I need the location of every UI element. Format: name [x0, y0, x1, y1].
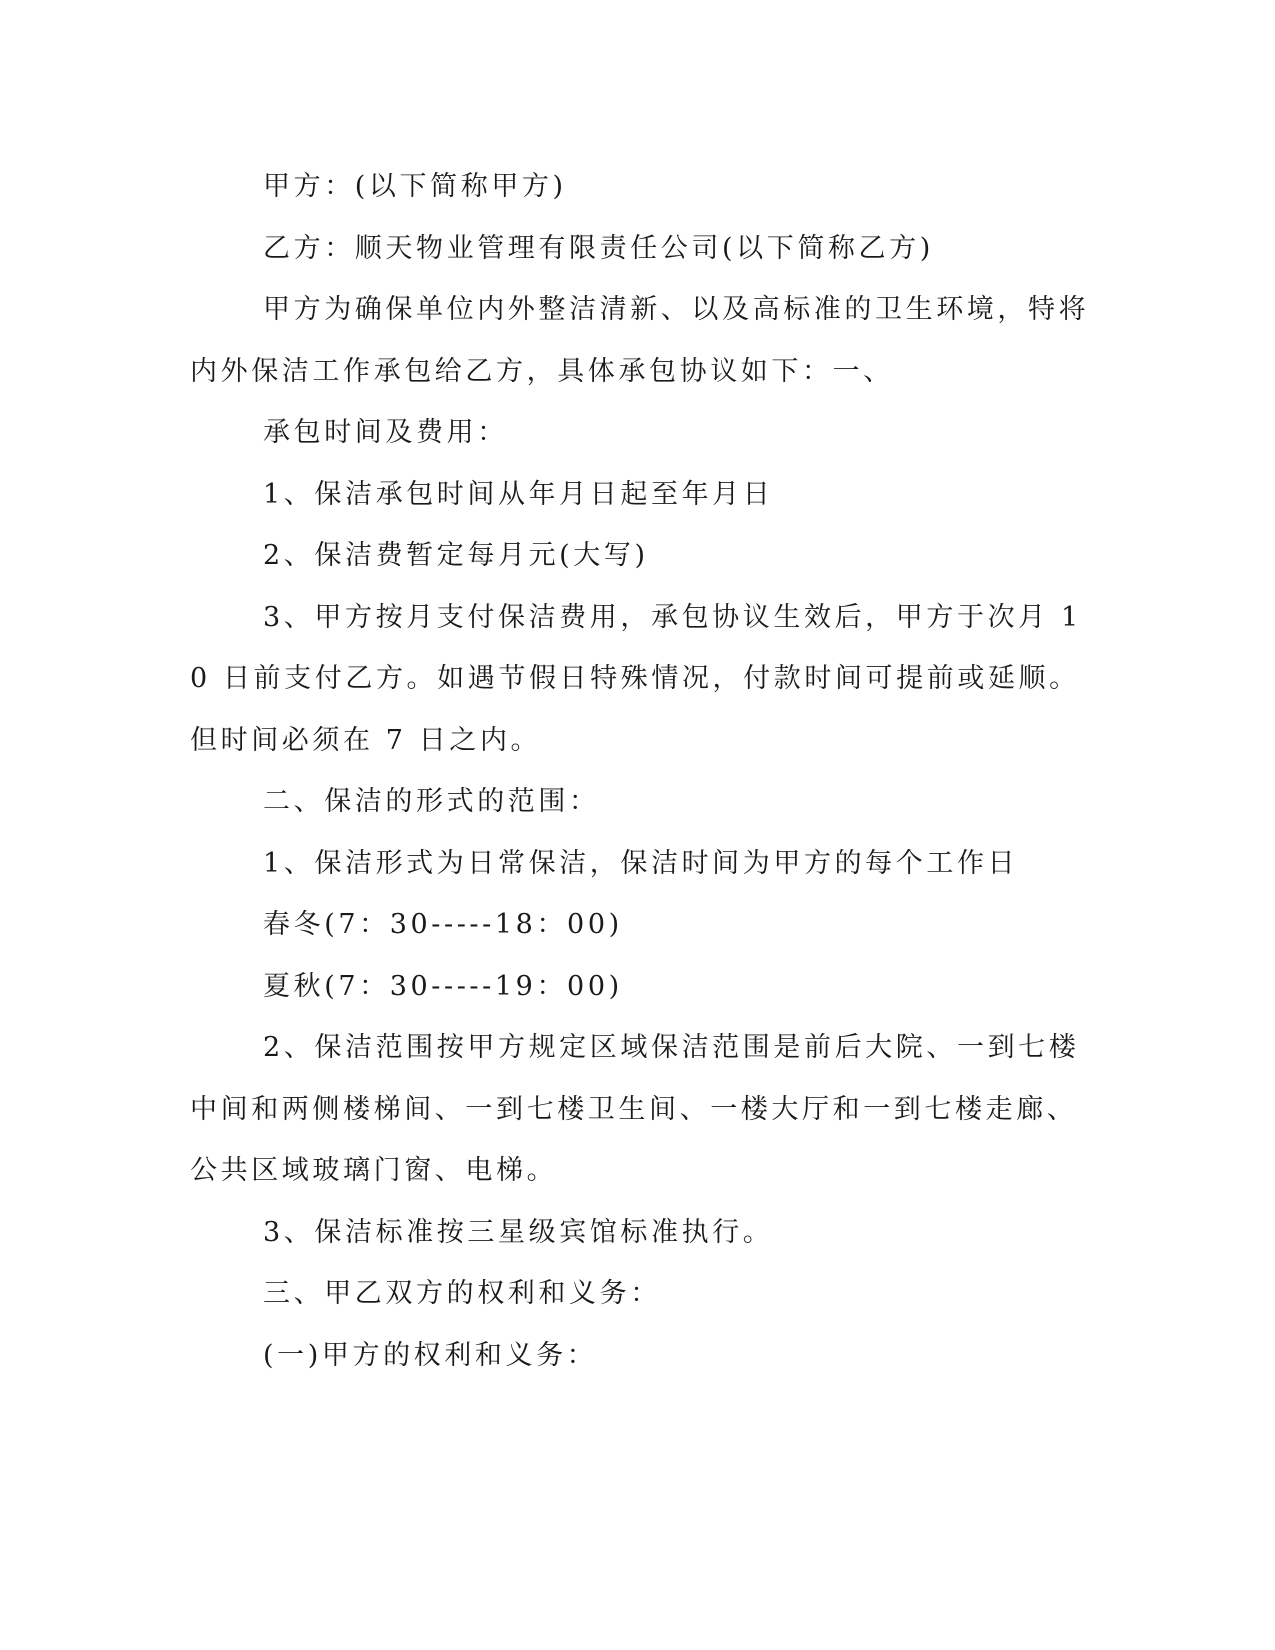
- clause-2-2: 2、保洁范围按甲方规定区域保洁范围是前后大院、一到七楼中间和两侧楼梯间、一到七楼卫生间、一楼大厅和一到七楼走廊、公共区域玻璃门窗、电梯。: [190, 1032, 1080, 1186]
- clause-2-1: 1、保洁形式为日常保洁，保洁时间为甲方的每个工作日: [263, 847, 1019, 879]
- schedule-summer-autumn: 夏秋(7：30-----19：00): [263, 970, 623, 1002]
- clause-1-3: 3、甲方按月支付保洁费用，承包协议生效后，甲方于次月 10 日前支付乙方。如遇节假日特殊情况，付款时间可提前或延顺。但时间必须在 7 日之内。: [190, 601, 1082, 756]
- schedule-spring-winter: 春冬(7：30-----18：00): [263, 909, 623, 940]
- subsection-3-1-heading: (一)甲方的权利和义务：: [263, 1339, 598, 1371]
- section-2-heading: 二、保洁的形式的范围：: [263, 786, 600, 817]
- party-b-line: 乙方：顺天物业管理有限责任公司(以下简称乙方): [263, 232, 934, 264]
- section-3-heading: 三、甲乙双方的权利和义务：: [263, 1278, 661, 1309]
- document-body: [190, 156, 1090, 1386]
- intro-paragraph: 甲方为确保单位内外整洁清新、以及高标准的卫生环境，特将内外保洁工作承包给乙方，具体承包协议如下：一、: [190, 294, 1090, 387]
- clause-1-1: 1、保洁承包时间从年月日起至年月日: [263, 478, 774, 510]
- clause-1-2: 2、保洁费暂定每月元(大写): [263, 540, 649, 571]
- section-1-heading: 承包时间及费用：: [263, 417, 508, 448]
- party-a-line: 甲方：(以下简称甲方): [263, 171, 567, 202]
- clause-2-3: 3、保洁标准按三星级宾馆标准执行。: [263, 1216, 774, 1248]
